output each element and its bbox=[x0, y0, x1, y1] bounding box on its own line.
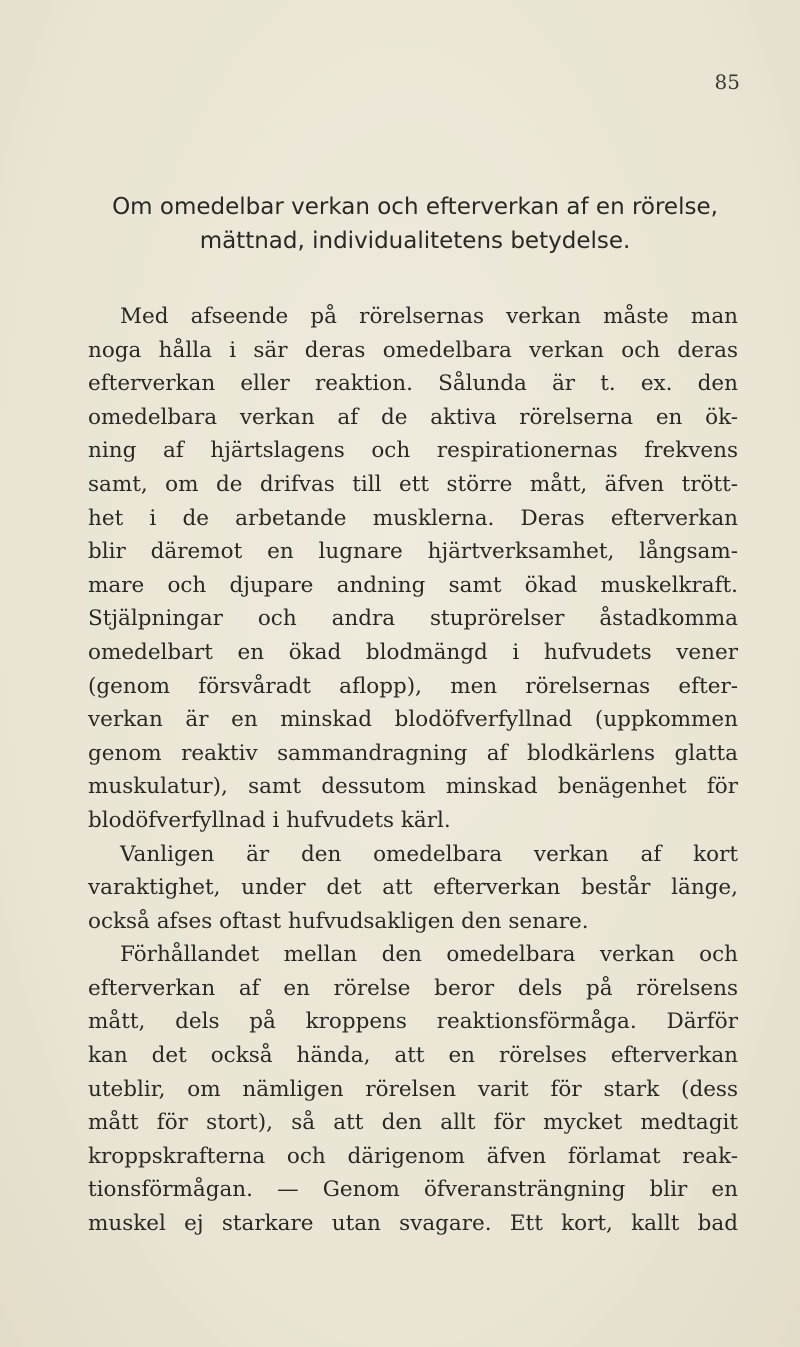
text-line: mare och djupare andning samt ökad muskelkraft. bbox=[88, 572, 738, 598]
text-line: Stjälpningar och andra stuprörelser åstadkomma bbox=[88, 606, 738, 632]
text-line: blodöfverfyllnad i hufvudets kärl. bbox=[88, 807, 451, 833]
text-line: verkan är en minskad blodöfverfyllnad (uppkommen bbox=[88, 707, 738, 733]
text-line: Med afseende på rörelsernas verkan måste man bbox=[120, 304, 738, 329]
text-line: omedelbart en ökad blodmängd i hufvudets vener bbox=[88, 639, 738, 665]
text-line: omedelbara verkan af de aktiva rörelserna en ök- bbox=[88, 404, 738, 430]
text-line: mått, dels på kroppens reaktionsförmåga. Därför bbox=[88, 1009, 738, 1035]
heading-line-2: mättnad, individualitetens betydelse. bbox=[199, 228, 631, 254]
text-line: het i de arbetande musklerna. Deras efterverkan bbox=[88, 505, 738, 531]
text-line: varaktighet, under det att efterverkan består länge, bbox=[88, 875, 738, 901]
text-line: tionsförmågan. — Genom öfveransträngning blir en bbox=[88, 1177, 738, 1203]
text-line: också afses oftast hufvudsakligen den senare. bbox=[88, 908, 589, 934]
text-line: uteblir, om nämligen rörelsen varit för stark (dess bbox=[88, 1076, 738, 1102]
text-line: Förhållandet mellan den omedelbara verkan och bbox=[120, 942, 738, 968]
page-number: 85 bbox=[714, 70, 740, 94]
body-text bbox=[88, 300, 738, 1241]
section-heading bbox=[95, 190, 735, 258]
text-line: mått för stort), så att den allt för mycket medtagit bbox=[88, 1110, 738, 1136]
text-line: Vanligen är den omedelbara verkan af kort bbox=[120, 841, 738, 867]
heading-line-1: Om omedelbar verkan och efterverkan af en rörelse, bbox=[112, 194, 718, 220]
text-line: muskel ej starkare utan svagare. Ett kort, kallt bad bbox=[88, 1211, 738, 1237]
text-line: kan det också hända, att en rörelses efterverkan bbox=[88, 1043, 738, 1069]
text-line: ning af hjärtslagens och respirationernas frekvens bbox=[88, 438, 738, 464]
text-line: noga hålla i sär deras omedelbara verkan och deras bbox=[88, 337, 738, 363]
text-line: efterverkan eller reaktion. Sålunda är t. ex. den bbox=[88, 371, 738, 397]
text-line: muskulatur), samt dessutom minskad benägenhet för bbox=[88, 774, 738, 800]
text-line: efterverkan af en rörelse beror dels på rörelsens bbox=[88, 975, 738, 1001]
text-line: samt, om de drifvas till ett större mått, äfven trött- bbox=[88, 471, 738, 497]
text-line: kroppskrafterna och därigenom äfven förlamat reak- bbox=[88, 1143, 738, 1169]
text-line: (genom försvåradt aflopp), men rörelsernas efter- bbox=[88, 673, 738, 699]
text-line: blir däremot en lugnare hjärtverksamhet, långsam- bbox=[88, 539, 738, 565]
text-line: genom reaktiv sammandragning af blodkärlens glatta bbox=[88, 740, 738, 766]
